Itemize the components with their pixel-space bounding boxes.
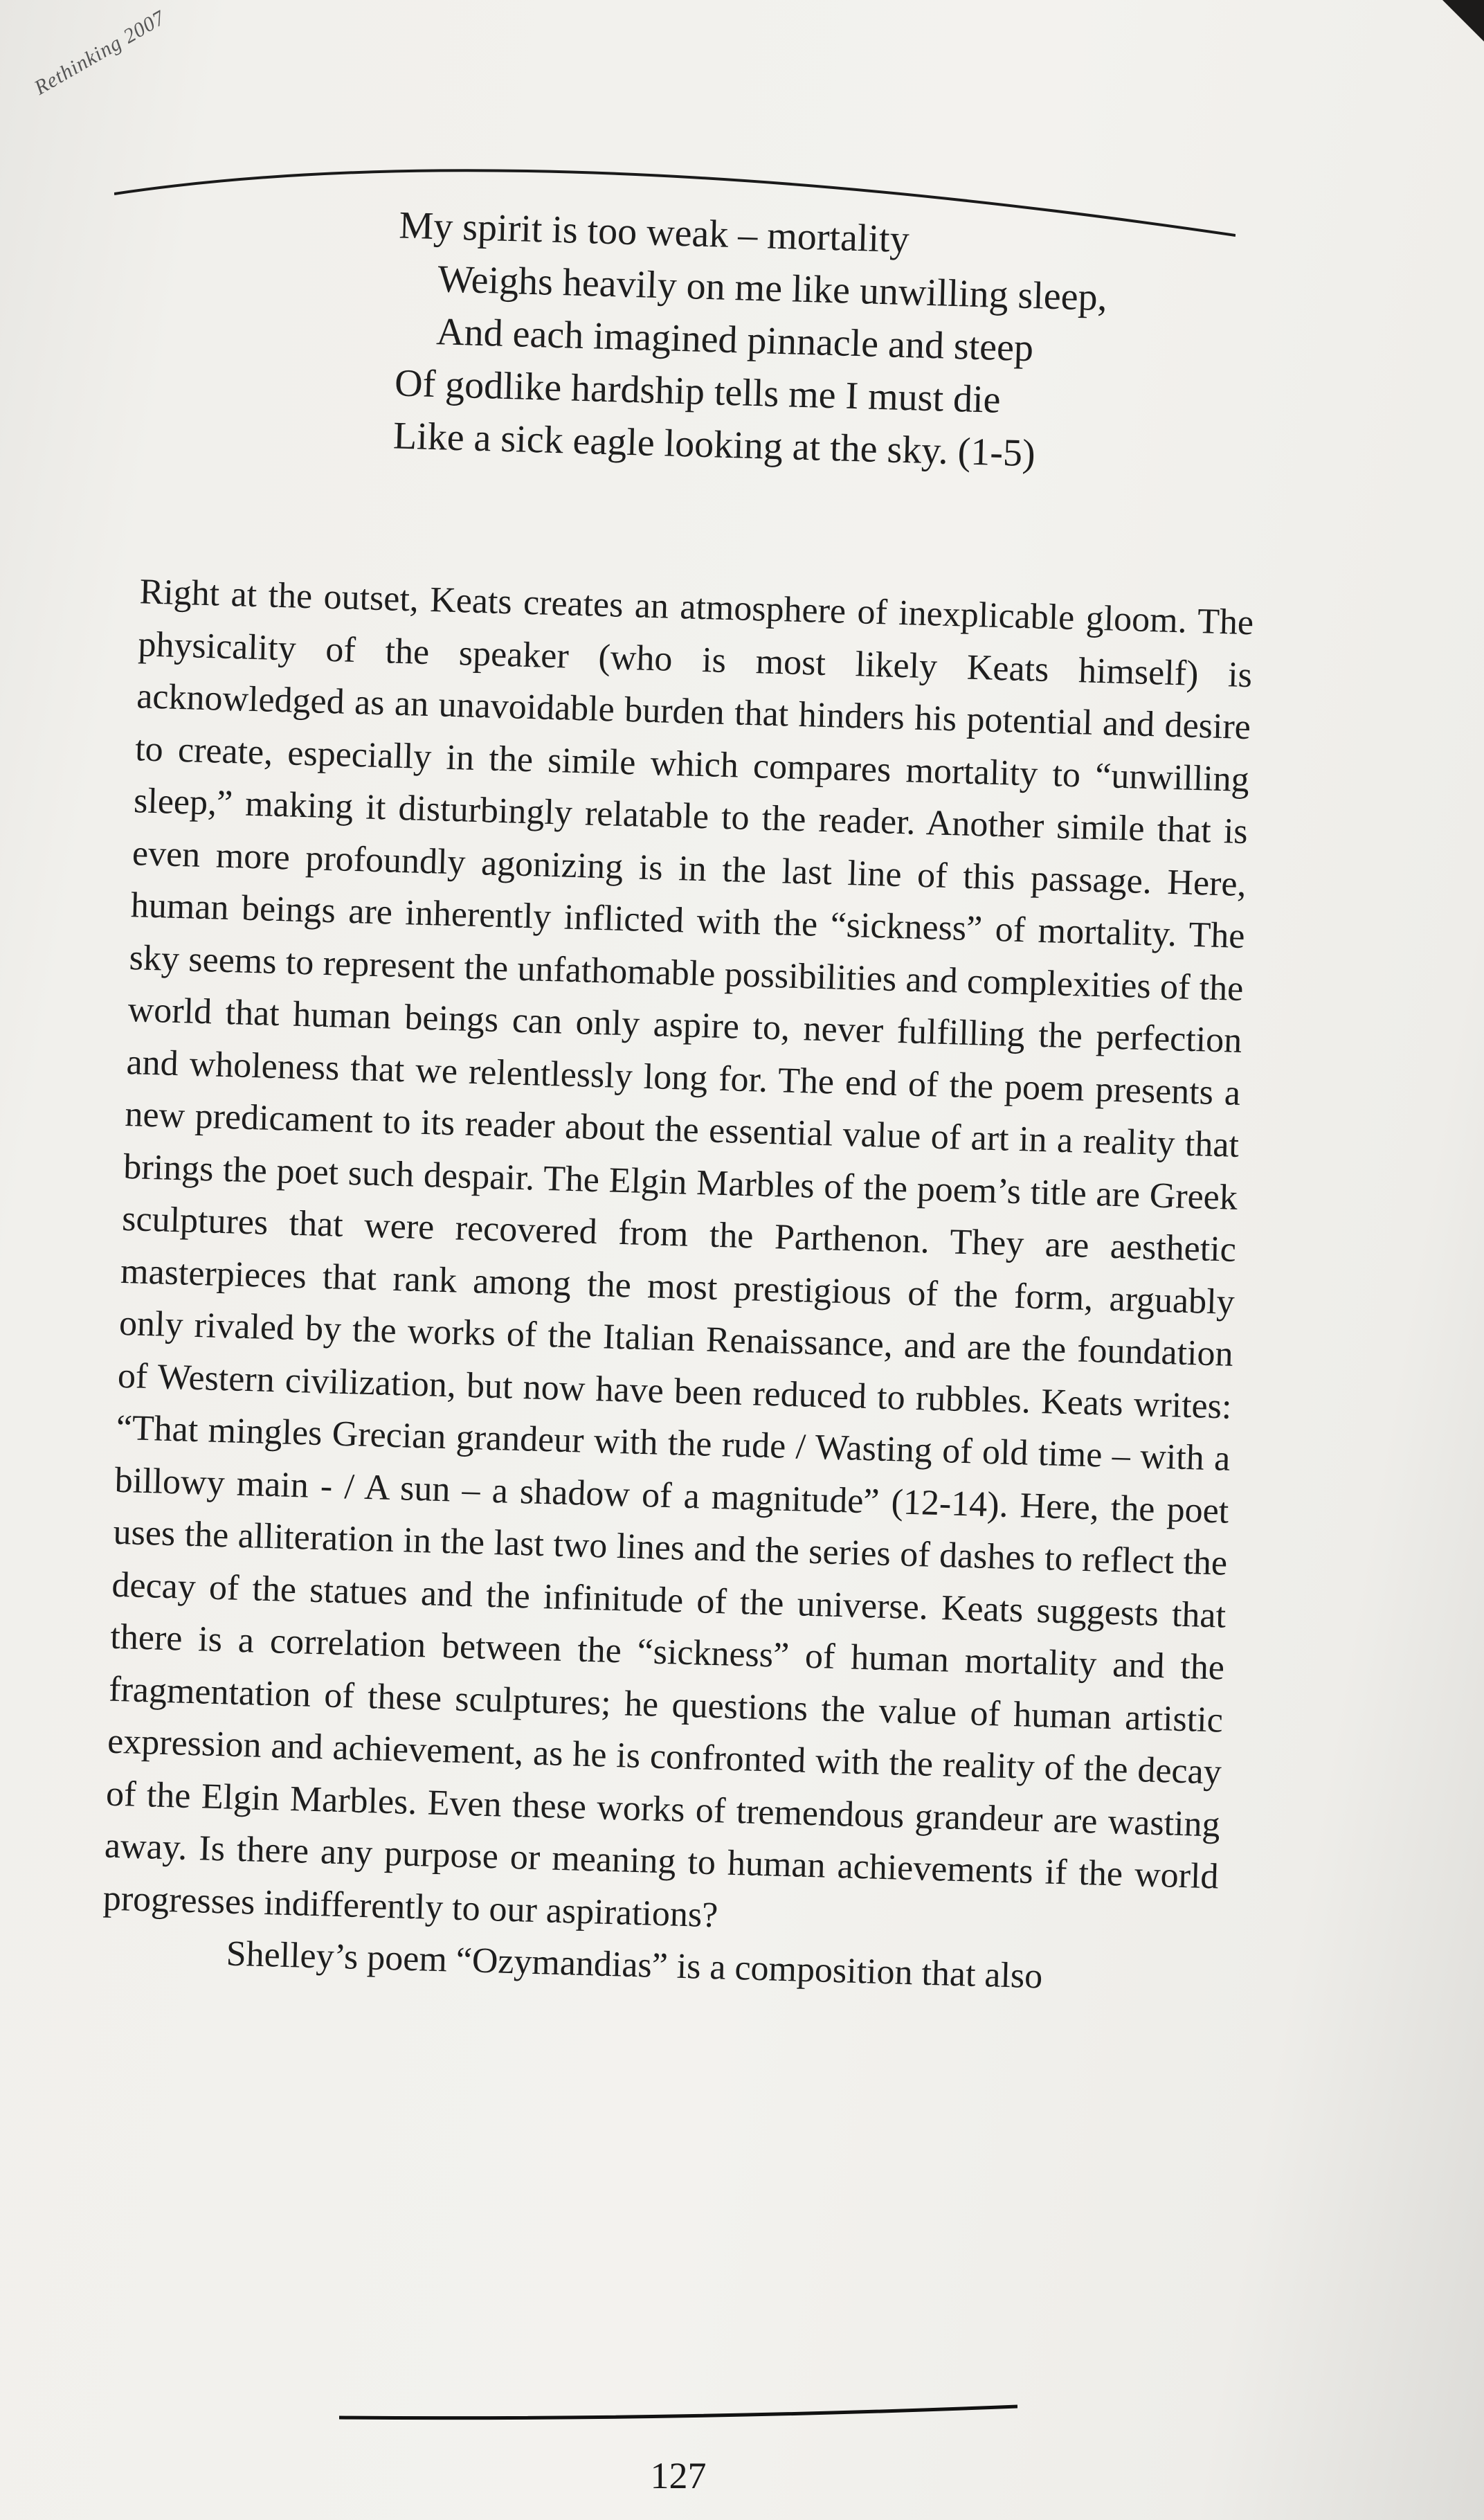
page-number: 127 [650,2455,707,2496]
verse-line: My spirit is too weak – mortality [398,204,910,262]
paragraph: Right at the outset, Keats creates an atmosphere of inexplicable gloom. The physicality of the speaker (who is most likely Keats himself) is acknowledged as an unavoidable burden that hinders his potential and desire to create, especially in the simile which compares mortality to “unwilling sleep,” making it disturbingly relatable to the reader. Another simile that is even more profoundly agonizing is in the last line of this passage. Here, human beings are inherently inflicted with the “sickness” of mortality. The sky seems to represent the unfathomable possibilities and complexities of the world that human beings can only aspire to, never fulfilling the perfection and wholeness that we relentlessly long for. The end of the poem presents a new predicament to its reader about the essential value of art in a reality that brings the poet such despair. The Elgin Marbles of the poem’s title are Greek sculptures that were recovered from the Parthenon. They are aesthetic masterpieces that rank among the most prestigious of the form, arguably only rivaled by the works of the Italian Renaissance, and are the foundation of Western civilization, but now have been reduced to rubbles. Keats writes: “That mingles Grecian grandeur with the rude / Wasting of old time – with a billowy main - / A sun – a shadow of a magnitude” (12-14). Here, the poet uses the alliteration in the last two lines and the series of dashes to reflect the decay of the statues and the infinitude of the universe. Keats suggests that there is a correlation between the “sickness” of human mortality and the fragmentation of these sculptures; he questions the value of human artistic expression and achievement, as he is confronted with the reality of the decay of the Elgin Marbles. Even these works of tremendous grandeur are wasting away. Is there any purpose or meaning to human achievements if the world progresses indifferently to our aspirations? [102,572,1254,1935]
verse-line: And each imagined pinnacle and steep [435,310,1034,370]
verse-line: Like a sick eagle looking at the sky. (1-5) [392,414,1036,476]
paragraph: Shelley’s poem “Ozymandias” is a composition that also [225,1934,1044,1997]
body-text [101,566,1254,2008]
verse-line: Of godlike hardship tells me I must die [394,361,1002,422]
running-head: Rethinking 2007 [30,6,170,100]
verse-line: Weighs heavily on me like unwilling sleep, [437,258,1108,320]
verse-quotation [392,199,1110,482]
bottom-rule [339,2402,1017,2430]
